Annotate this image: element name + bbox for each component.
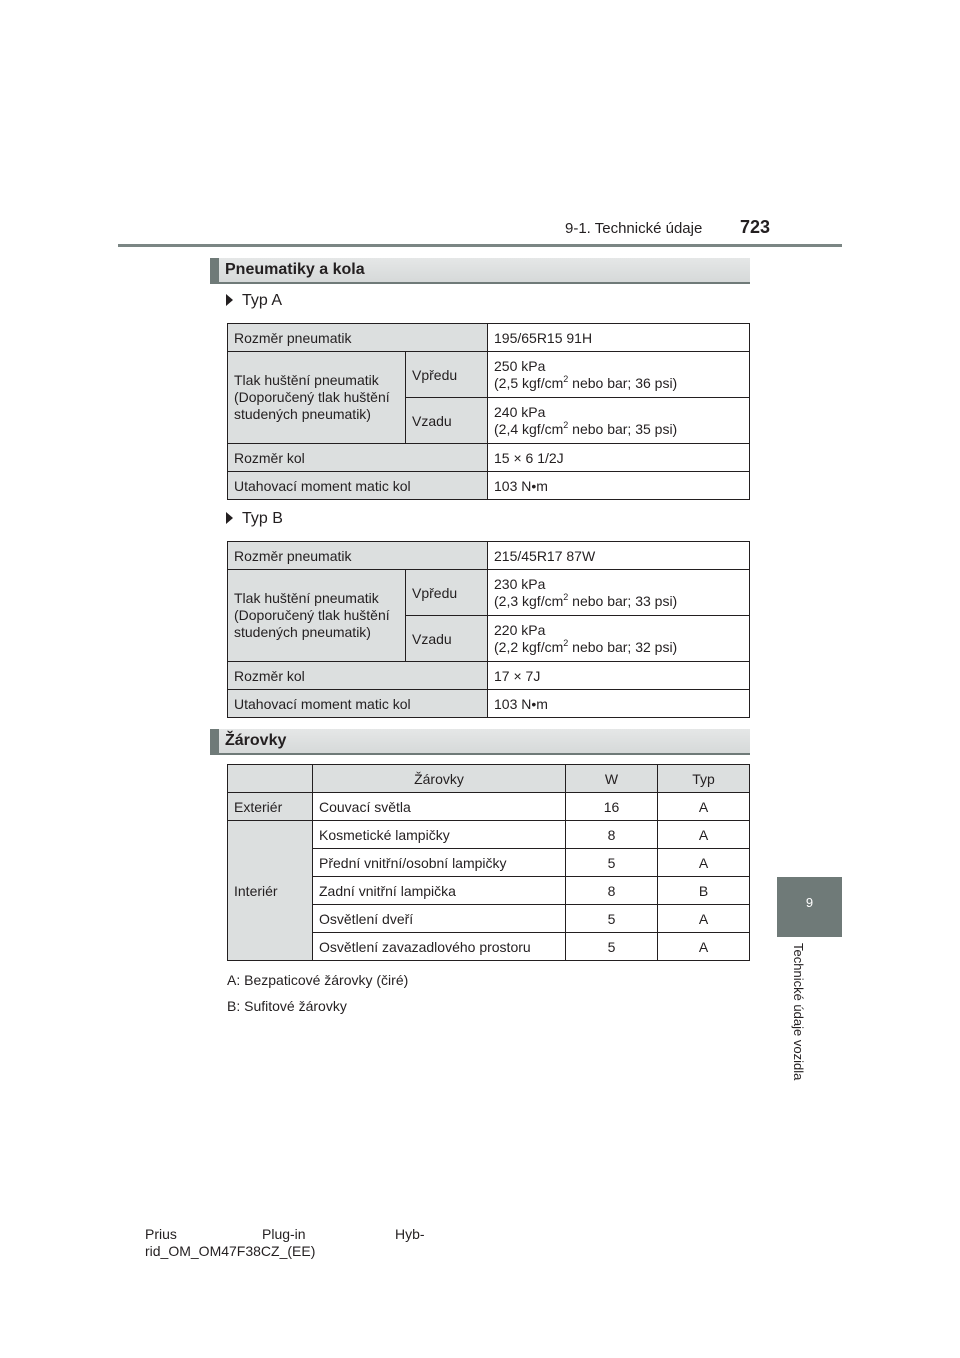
front-pressure-value: [488, 570, 750, 616]
pressure-units: (2,4 kgf/$cm^2$ nebo bar; 35 psi): [494, 419, 678, 437]
bulb-name: Zadní vnitřní lampička: [313, 877, 566, 905]
bulb-name: Osvětlení zavazadlového prostoru: [313, 933, 566, 961]
pressure-kpa: 240 kPa: [494, 403, 546, 420]
bullet-type-b: [226, 510, 283, 528]
bulb-type: A: [658, 849, 750, 877]
rear-label: Vzadu: [406, 398, 488, 444]
front-label: Vpředu: [406, 352, 488, 398]
front-label: Vpředu: [406, 570, 488, 616]
bulb-name: Couvací světla: [313, 793, 566, 821]
wheel-size-label: Rozměr kol: [228, 444, 488, 472]
footer-model-part2: Plug-in: [262, 1226, 306, 1242]
bulb-type: B: [658, 877, 750, 905]
pressure-kpa: 250 kPa: [494, 357, 546, 374]
column-header: Typ: [658, 765, 750, 793]
table-row: [228, 793, 750, 821]
bulbs-table: [227, 764, 750, 961]
bulb-type: A: [658, 933, 750, 961]
column-header: [228, 765, 313, 793]
pressure-kpa: 220 kPa: [494, 621, 546, 638]
bulb-type: A: [658, 821, 750, 849]
bullet-label: Typ A: [242, 292, 283, 309]
rear-pressure-value: [488, 398, 750, 444]
table-row: [228, 444, 750, 472]
header-section-title: 9-1. Technické údaje: [565, 220, 703, 237]
footer-doc-code: rid_OM_OM47F38CZ_(EE): [145, 1243, 316, 1259]
table-row: [228, 352, 750, 398]
pressure-label-line: studených pneumatik): [234, 406, 371, 422]
section-heading-tires: Pneumatiky a kola: [210, 258, 750, 284]
note-type-a: A: Bezpaticové žárovky (čiré): [227, 972, 409, 988]
bulb-name: Kosmetické lampičky: [313, 821, 566, 849]
table-row: [228, 662, 750, 690]
bulb-watts: 5: [566, 905, 658, 933]
group-label-interior: Interiér: [228, 821, 313, 961]
torque-value: 103 N•m: [488, 472, 750, 500]
torque-label: Utahovací moment matic kol: [228, 472, 488, 500]
bulb-watts: 5: [566, 933, 658, 961]
tire-table-type-a: [227, 323, 750, 500]
table-row: [228, 324, 750, 352]
footer-model-part3: Hyb-: [395, 1226, 425, 1242]
section-heading-bulbs: Žárovky: [210, 729, 750, 755]
size-label: Rozměr pneumatik: [228, 542, 488, 570]
table-row: [228, 472, 750, 500]
tire-table-type-b: [227, 541, 750, 718]
bullet-label: Typ B: [242, 510, 283, 527]
torque-value: 103 N•m: [488, 690, 750, 718]
chapter-label: Technické údaje vozidla: [791, 943, 806, 1081]
footer-model-part1: Prius: [145, 1226, 177, 1242]
table-row: [228, 821, 750, 849]
pressure-label-line: Tlak huštění pneumatik: [234, 372, 379, 388]
chapter-number: 9: [805, 895, 814, 910]
pressure-label: [228, 570, 406, 662]
group-label-exterior: Exteriér: [228, 793, 313, 821]
rear-pressure-value: [488, 616, 750, 662]
arrow-icon: [226, 294, 233, 306]
arrow-icon: [226, 512, 233, 524]
bulb-name: Osvětlení dveří: [313, 905, 566, 933]
table-header-row: [228, 765, 750, 793]
pressure-label-line: studených pneumatik): [234, 624, 371, 640]
bulb-type: A: [658, 793, 750, 821]
bulb-watts: 16: [566, 793, 658, 821]
page-number: 723: [740, 217, 771, 237]
pressure-label: [228, 352, 406, 444]
bulb-watts: 8: [566, 821, 658, 849]
wheel-size-value: 17 × 7J: [488, 662, 750, 690]
pressure-units: (2,2 kgf/$cm^2$ nebo bar; 32 psi): [494, 637, 678, 655]
note-type-b: B: Sufitové žárovky: [227, 998, 347, 1014]
pressure-units: (2,5 kgf/$cm^2$ nebo bar; 36 psi): [494, 373, 678, 391]
table-row: [228, 690, 750, 718]
bulb-watts: 8: [566, 877, 658, 905]
size-value: 195/65R15 91H: [488, 324, 750, 352]
bulb-name: Přední vnitřní/osobní lampičky: [313, 849, 566, 877]
bullet-type-a: [226, 292, 282, 310]
pressure-label-line: (Doporučený tlak huštění: [234, 607, 390, 623]
column-header: Žárovky: [313, 765, 566, 793]
pressure-kpa: 230 kPa: [494, 575, 546, 592]
pressure-units: (2,3 kgf/$cm^2$ nebo bar; 33 psi): [494, 591, 678, 609]
torque-label: Utahovací moment matic kol: [228, 690, 488, 718]
rear-label: Vzadu: [406, 616, 488, 662]
bulb-watts: 5: [566, 849, 658, 877]
column-header: W: [566, 765, 658, 793]
pressure-label-line: (Doporučený tlak huštění: [234, 389, 390, 405]
size-value: 215/45R17 87W: [488, 542, 750, 570]
front-pressure-value: [488, 352, 750, 398]
header-divider: [118, 244, 842, 247]
wheel-size-value: 15 × 6 1/2J: [488, 444, 750, 472]
size-label: Rozměr pneumatik: [228, 324, 488, 352]
table-row: [228, 542, 750, 570]
pressure-label-line: Tlak huštění pneumatik: [234, 590, 379, 606]
chapter-tab: [777, 877, 842, 937]
table-row: [228, 570, 750, 616]
wheel-size-label: Rozměr kol: [228, 662, 488, 690]
bulb-type: A: [658, 905, 750, 933]
